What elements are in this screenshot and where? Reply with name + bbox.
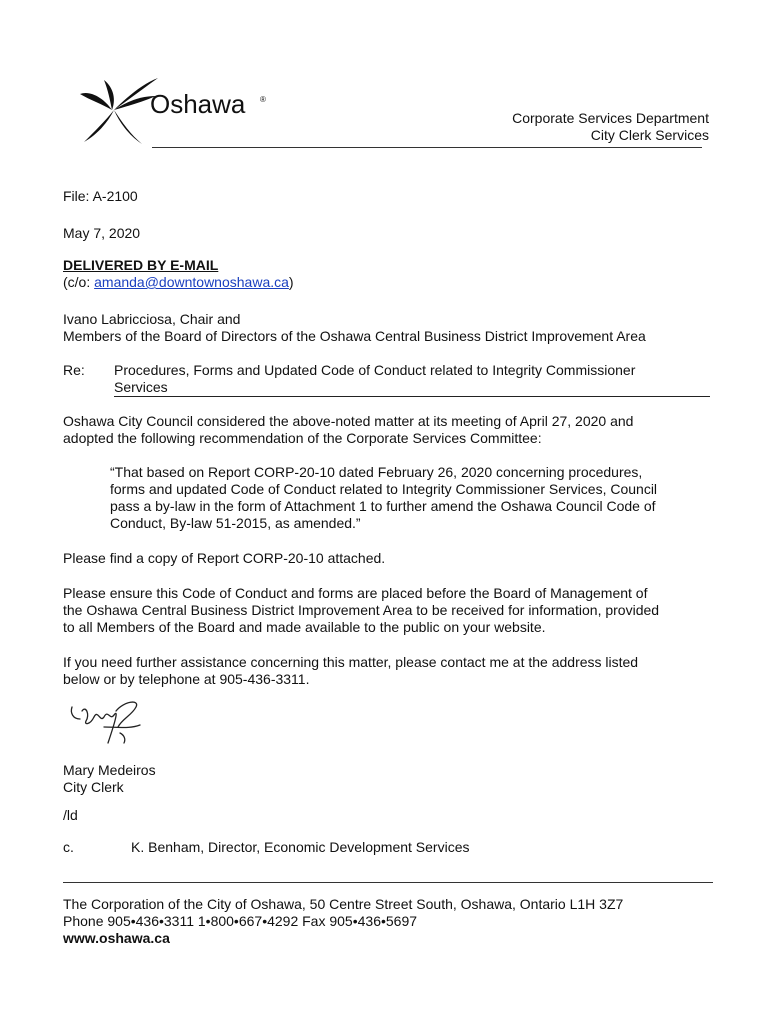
letter-date: May 7, 2020 xyxy=(63,225,141,241)
delivery-line xyxy=(63,274,294,291)
signer-title: City Clerk xyxy=(63,779,124,795)
delivery-prefix: (c/o: xyxy=(63,274,95,290)
signer-block xyxy=(63,762,156,796)
header-divider xyxy=(152,147,702,148)
paragraph-line: the Oshawa Central Business District Improvement Area to be received for information, provided xyxy=(63,602,660,618)
footer-divider xyxy=(63,882,713,883)
footer-address: The Corporation of the City of Oshawa, 50 Centre Street South, Oshawa, Ontario L1H 3Z7 xyxy=(63,896,624,912)
recipient-line: Members of the Board of Directors of the Oshawa Central Business District Improvement Area xyxy=(63,328,646,344)
paragraph-line: Oshawa City Council considered the above-noted matter at its meeting of April 27, 2020 and xyxy=(63,413,634,429)
registered-mark: ® xyxy=(260,95,266,104)
paragraph-report-copy: Please find a copy of Report CORP-20-10 attached. xyxy=(63,550,386,566)
quote-line: forms and updated Code of Conduct related to Integrity Commissioner Services, Council xyxy=(110,481,658,497)
paragraph-line: Please ensure this Code of Conduct and forms are placed before the Board of Management of xyxy=(63,585,648,601)
signer-name: Mary Medeiros xyxy=(63,762,156,778)
quote-line: pass a by-law in the form of Attachment 1 to further amend the Oshawa Council Code of xyxy=(110,498,656,514)
re-subject-line: Procedures, Forms and Updated Code of Conduct related to Integrity Commissioner xyxy=(114,362,636,378)
paragraph-line: If you need further assistance concerning this matter, please contact me at the address listed xyxy=(63,654,639,670)
file-number: File: A-2100 xyxy=(63,188,138,204)
recommendation-quote xyxy=(110,464,657,532)
delivery-email-link[interactable]: amanda@downtownoshawa.ca xyxy=(94,274,289,290)
re-subject-line: Services xyxy=(114,379,168,395)
footer-phones: Phone 905•436•3311 1•800•667•4292 Fax 905•436•5697 xyxy=(63,913,418,929)
paragraph-council xyxy=(63,413,633,447)
paragraph-line: to all Members of the Board and made available to the public on your website. xyxy=(63,619,546,635)
re-subject xyxy=(114,362,710,397)
quote-line: “That based on Report CORP-20-10 dated February 26, 2020 concerning procedures, xyxy=(110,464,643,480)
footer-block xyxy=(63,896,623,947)
paragraph-line: below or by telephone at 905-436-3311. xyxy=(63,671,310,687)
delivery-heading: DELIVERED BY E-MAIL xyxy=(63,257,219,273)
oshawa-logo xyxy=(74,72,284,148)
department-name: Corporate Services Department xyxy=(512,110,709,126)
re-label: Re: xyxy=(63,362,85,378)
footer-website-link[interactable]: www.oshawa.ca xyxy=(63,930,170,946)
oshawa-starburst-icon xyxy=(80,78,158,144)
delivery-suffix: ) xyxy=(288,274,294,290)
paragraph-line: adopted the following recommendation of the Corporate Services Committee: xyxy=(63,430,542,446)
recipient-block xyxy=(63,311,646,345)
department-block xyxy=(512,110,709,144)
typist-initials: /ld xyxy=(63,807,78,823)
handwritten-signature xyxy=(64,697,156,749)
division-name: City Clerk Services xyxy=(590,127,709,143)
paragraph-board-request xyxy=(63,585,659,636)
quote-line: Conduct, By-law 51-2015, as amended.” xyxy=(110,515,361,531)
cc-recipient: K. Benham, Director, Economic Development Services xyxy=(131,839,470,855)
delivery-block xyxy=(63,257,294,291)
logo-wordmark: Oshawa xyxy=(150,89,246,119)
recipient-line: Ivano Labricciosa, Chair and xyxy=(63,311,241,327)
paragraph-contact xyxy=(63,654,638,688)
cc-label: c. xyxy=(63,839,74,855)
